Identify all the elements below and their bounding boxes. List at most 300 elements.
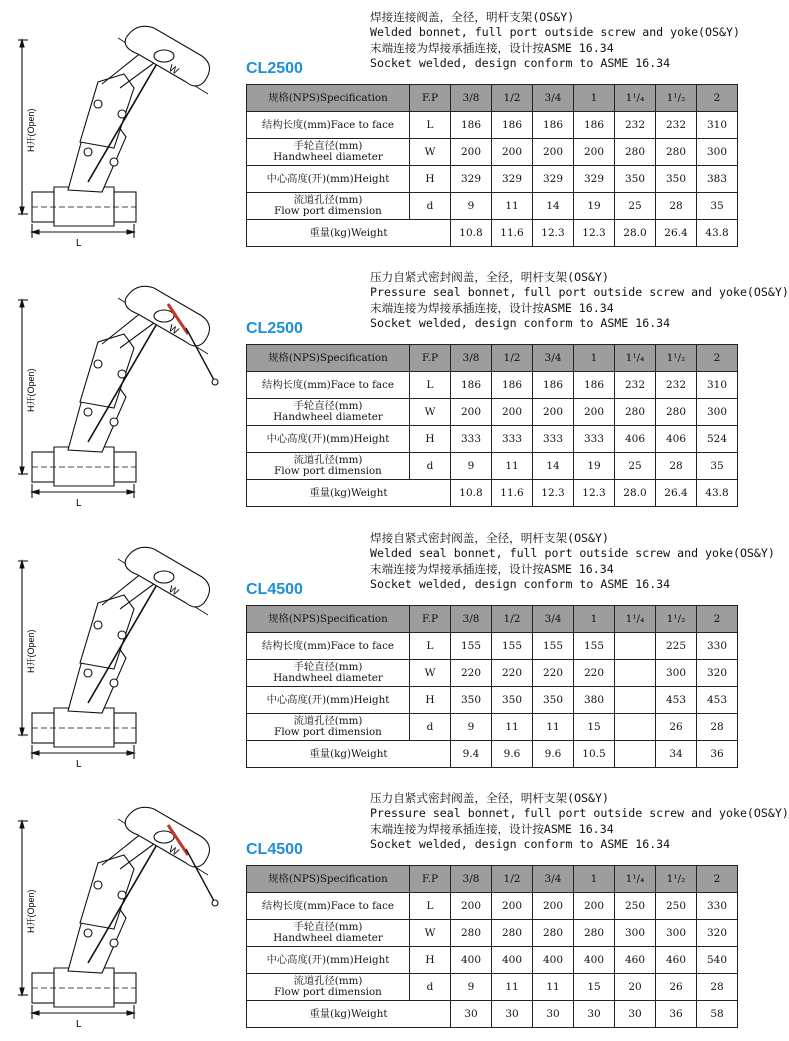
table-cell: 19 [574,453,615,480]
column-header: 1 [574,866,615,893]
table-cell: 350 [492,687,533,714]
y-pattern-globe-valve-drawing [18,2,243,252]
table-row [247,220,738,247]
fp-code: d [410,974,451,1001]
table-row [247,399,738,426]
table-cell: 250 [656,893,697,920]
table-row [247,426,738,453]
table-cell: 155 [451,633,492,660]
table-cell: 329 [533,166,574,193]
row-label-line: Flow port dimension [274,205,382,217]
row-label-line: 流道孔径(mm) [293,194,363,206]
column-header: 规格(NPS)Specification [247,345,410,372]
table-cell: 310 [697,112,738,139]
table-cell: 11.6 [492,480,533,507]
table-cell: 329 [492,166,533,193]
pressure-class-label: CL2500 [246,60,303,77]
table-cell: 220 [451,660,492,687]
table-cell: 200 [574,893,615,920]
row-label [247,947,410,974]
length-dimension-label: L [76,759,82,770]
table-cell: 453 [697,687,738,714]
row-label [247,974,410,1001]
table-cell: 9.6 [533,741,574,768]
table-cell: 25 [615,453,656,480]
table-cell: 186 [451,372,492,399]
row-label-line: 流道孔径(mm) [293,715,363,727]
spec-table [246,605,738,768]
table-cell: 11 [492,714,533,741]
table-row [247,1001,738,1028]
table-cell: 250 [615,893,656,920]
description-line: 焊接连接阀盖，全径，明杆支架(OS&Y) [370,10,575,24]
fp-code: H [410,687,451,714]
description-line: Socket welded, design conform to ASME 16.34 [370,577,671,592]
table-cell: 540 [697,947,738,974]
table-row [247,633,738,660]
table-cell: 460 [656,947,697,974]
fp-code: L [410,372,451,399]
table-cell: 11 [492,453,533,480]
column-header: 1/2 [492,345,533,372]
table-cell: 155 [574,633,615,660]
column-header: 1 [574,345,615,372]
valve-section [0,0,740,260]
table-cell: 220 [492,660,533,687]
description-line: 压力自紧式密封阀盖，全径，明杆支架(OS&Y) [370,791,609,805]
height-dimension-label: H开(Open) [26,889,36,933]
valve-section [0,781,789,1041]
table-cell: 12.3 [533,220,574,247]
table-cell: 200 [574,139,615,166]
pressure-class-label: CL2500 [246,320,303,337]
column-header: 规格(NPS)Specification [247,866,410,893]
width-dimension-label: W [166,584,181,599]
table-cell: 400 [492,947,533,974]
table-cell: 350 [615,166,656,193]
width-dimension-label: W [166,323,181,338]
length-dimension-label: L [76,498,82,509]
row-label [247,1001,451,1028]
table-header-row [247,85,738,112]
table-cell: 9.6 [492,741,533,768]
table-cell: 11 [492,193,533,220]
table-cell [615,660,656,687]
row-label [247,480,451,507]
table-cell: 9 [451,714,492,741]
table-row [247,741,738,768]
table-cell: 300 [656,660,697,687]
table-cell: 220 [574,660,615,687]
row-label [247,920,410,947]
row-label [247,139,410,166]
table-cell: 11 [492,974,533,1001]
table-cell: 330 [697,893,738,920]
table-row [247,974,738,1001]
spec-table [246,865,738,1028]
table-cell: 9 [451,193,492,220]
valve-drawing [18,523,243,773]
valve-description [370,791,789,853]
column-header: 1¹/₄ [615,85,656,112]
table-cell: 186 [574,372,615,399]
row-label-line: 结构长度(mm)Face to face [262,899,394,912]
valve-drawing [18,262,243,512]
table-cell: 280 [615,139,656,166]
table-cell: 453 [656,687,697,714]
height-dimension-label: H开(Open) [26,108,36,152]
table-cell: 200 [492,399,533,426]
table-cell: 200 [574,399,615,426]
table-cell: 200 [451,139,492,166]
table-cell: 200 [533,893,574,920]
table-cell: 460 [615,947,656,974]
row-label-line: 手轮直径(mm) [293,400,363,412]
table-row [247,112,738,139]
row-label-line: 结构长度(mm)Face to face [262,118,394,131]
table-cell: 43.8 [697,220,738,247]
fp-code: W [410,660,451,687]
table-cell [615,741,656,768]
fp-code: H [410,947,451,974]
table-cell: 30 [451,1001,492,1028]
row-label [247,220,451,247]
table-header-row [247,345,738,372]
row-label [247,714,410,741]
row-label-line: 手轮直径(mm) [293,140,363,152]
table-cell: 36 [697,741,738,768]
table-cell: 220 [533,660,574,687]
row-label-line: 中心高度(开)(mm)Height [266,432,390,445]
table-row [247,166,738,193]
spec-table [246,84,738,247]
column-header: 1¹/₂ [656,345,697,372]
row-label-line: 手轮直径(mm) [293,661,363,673]
table-header-row [247,606,738,633]
column-header: 1 [574,606,615,633]
table-cell: 329 [451,166,492,193]
fp-code: d [410,193,451,220]
table-cell: 320 [697,920,738,947]
table-cell: 200 [533,139,574,166]
table-cell: 15 [574,714,615,741]
table-cell: 9 [451,974,492,1001]
table-cell: 280 [574,920,615,947]
row-label [247,633,410,660]
table-cell: 232 [615,372,656,399]
valve-description [370,531,775,593]
table-cell: 232 [656,372,697,399]
table-row [247,139,738,166]
column-header: 1¹/₂ [656,866,697,893]
column-header: 1¹/₄ [615,606,656,633]
column-header: 1/2 [492,85,533,112]
row-label-line: 中心高度(开)(mm)Height [266,693,390,706]
fp-code: L [410,633,451,660]
y-pattern-globe-valve-drawing [18,523,243,773]
description-line: 末端连接为焊接承插连接，设计按ASME 16.34 [370,821,614,836]
description-line: 末端连接为焊接承插连接，设计按ASME 16.34 [370,300,614,315]
table-cell: 9.4 [451,741,492,768]
table-cell: 232 [615,112,656,139]
row-label [247,399,410,426]
column-header: F.P [410,866,451,893]
row-label [247,166,410,193]
table-cell: 26.4 [656,480,697,507]
spec-table [246,344,738,507]
row-label-line: Flow port dimension [274,726,382,738]
row-label [247,453,410,480]
row-label [247,193,410,220]
column-header: 1/2 [492,866,533,893]
column-header: 3/8 [451,606,492,633]
description-line: Pressure seal bonnet, full port outside screw and yoke(OS&Y) [370,806,789,821]
table-cell: 400 [533,947,574,974]
table-cell: 15 [574,974,615,1001]
table-cell: 11.6 [492,220,533,247]
table-cell: 11 [533,714,574,741]
table-cell: 200 [492,893,533,920]
fp-code: H [410,166,451,193]
table-cell: 200 [533,399,574,426]
table-cell: 333 [492,426,533,453]
table-cell: 35 [697,193,738,220]
column-header: 3/4 [533,345,574,372]
column-header: 规格(NPS)Specification [247,606,410,633]
table-cell: 14 [533,193,574,220]
column-header: 2 [697,606,738,633]
table-cell: 524 [697,426,738,453]
row-label-line: 重量(kg)Weight [309,747,388,760]
table-cell: 350 [656,166,697,193]
table-cell: 10.5 [574,741,615,768]
description-line: 压力自紧式密封阀盖，全径，明杆支架(OS&Y) [370,270,609,284]
fp-code: H [410,426,451,453]
valve-section [0,521,775,781]
description-line: Pressure seal bonnet, full port outside screw and yoke(OS&Y) [370,285,789,300]
column-header: 1/2 [492,606,533,633]
table-cell: 280 [656,139,697,166]
table-cell: 9 [451,453,492,480]
table-row [247,893,738,920]
column-header: 2 [697,345,738,372]
row-label-line: Handwheel diameter [273,932,383,944]
fp-code: L [410,893,451,920]
row-label-line: 中心高度(开)(mm)Height [266,953,390,966]
fp-code: d [410,714,451,741]
fp-code: W [410,399,451,426]
table-cell: 225 [656,633,697,660]
table-cell: 10.8 [451,480,492,507]
description-line: Welded seal bonnet, full port outside screw and yoke(OS&Y) [370,546,775,561]
table-cell: 26 [656,974,697,1001]
table-cell: 58 [697,1001,738,1028]
table-cell: 36 [656,1001,697,1028]
fp-code: d [410,453,451,480]
column-header: 1¹/₂ [656,85,697,112]
height-dimension-label: H开(Open) [26,368,36,412]
row-label [247,372,410,399]
table-cell: 383 [697,166,738,193]
length-dimension-label: L [76,238,82,249]
table-cell: 200 [492,139,533,166]
table-cell: 28.0 [615,220,656,247]
row-label-line: 流道孔径(mm) [293,975,363,987]
column-header: 2 [697,866,738,893]
table-row [247,193,738,220]
table-cell: 43.8 [697,480,738,507]
table-cell: 30 [492,1001,533,1028]
table-cell: 28 [697,974,738,1001]
table-cell: 35 [697,453,738,480]
table-row [247,372,738,399]
table-cell: 406 [656,426,697,453]
table-cell: 186 [533,112,574,139]
row-label-line: 重量(kg)Weight [309,1007,388,1020]
table-cell: 380 [574,687,615,714]
table-cell: 26.4 [656,220,697,247]
table-cell: 280 [656,399,697,426]
table-cell: 280 [451,920,492,947]
column-header: 3/4 [533,866,574,893]
column-header: 规格(NPS)Specification [247,85,410,112]
table-cell: 26 [656,714,697,741]
column-header: 1¹/₂ [656,606,697,633]
table-cell: 300 [656,920,697,947]
table-cell: 12.3 [574,480,615,507]
row-label-line: 重量(kg)Weight [309,226,388,239]
table-row [247,714,738,741]
description-line: 末端连接为焊接承插连接，设计按ASME 16.34 [370,561,614,576]
table-cell [615,633,656,660]
table-cell: 300 [697,139,738,166]
table-cell: 200 [451,893,492,920]
table-cell: 25 [615,193,656,220]
table-cell: 20 [615,974,656,1001]
table-cell: 30 [574,1001,615,1028]
row-label [247,112,410,139]
table-cell: 11 [533,974,574,1001]
description-line: Socket welded, design conform to ASME 16.34 [370,56,671,71]
table-cell: 300 [615,920,656,947]
column-header: 3/4 [533,606,574,633]
table-row [247,920,738,947]
table-cell: 329 [574,166,615,193]
table-cell: 333 [533,426,574,453]
table-cell: 19 [574,193,615,220]
pressure-class-label: CL4500 [246,581,303,598]
table-cell: 333 [574,426,615,453]
table-cell: 12.3 [574,220,615,247]
table-cell: 12.3 [533,480,574,507]
table-row [247,453,738,480]
table-cell: 300 [697,399,738,426]
description-line: Welded bonnet, full port outside screw and yoke(OS&Y) [370,25,740,40]
table-cell: 280 [615,399,656,426]
valve-drawing [18,2,243,252]
column-header: F.P [410,606,451,633]
y-pattern-globe-valve-drawing [18,262,243,512]
column-header: F.P [410,85,451,112]
row-label-line: 流道孔径(mm) [293,454,363,466]
fp-code: W [410,139,451,166]
table-cell: 186 [492,372,533,399]
fp-code: W [410,920,451,947]
column-header: F.P [410,345,451,372]
column-header: 1¹/₄ [615,866,656,893]
table-cell: 30 [615,1001,656,1028]
table-cell: 28.0 [615,480,656,507]
row-label-line: 结构长度(mm)Face to face [262,639,394,652]
table-cell: 280 [492,920,533,947]
table-header-row [247,866,738,893]
description-line: 焊接自紧式密封阀盖，全径，明杆支架(OS&Y) [370,531,609,545]
table-cell: 186 [492,112,533,139]
table-cell [615,687,656,714]
table-cell: 155 [533,633,574,660]
table-row [247,687,738,714]
table-cell: 34 [656,741,697,768]
table-cell: 400 [451,947,492,974]
table-cell: 330 [697,633,738,660]
table-cell [615,714,656,741]
row-label-line: Handwheel diameter [273,411,383,423]
row-label-line: 中心高度(开)(mm)Height [266,172,390,185]
column-header: 1¹/₄ [615,345,656,372]
row-label-line: Handwheel diameter [273,151,383,163]
table-cell: 28 [656,453,697,480]
column-header: 3/8 [451,85,492,112]
table-cell: 333 [451,426,492,453]
width-dimension-label: W [166,63,181,78]
row-label [247,426,410,453]
table-cell: 30 [533,1001,574,1028]
valve-section [0,260,789,520]
table-cell: 406 [615,426,656,453]
table-row [247,480,738,507]
table-cell: 28 [656,193,697,220]
column-header: 3/8 [451,866,492,893]
description-line: 末端连接为焊接承插连接，设计按ASME 16.34 [370,40,614,55]
valve-drawing [18,783,243,1033]
row-label-line: Flow port dimension [274,986,382,998]
table-cell: 232 [656,112,697,139]
width-dimension-label: W [166,844,181,859]
valve-description [370,270,789,332]
length-dimension-label: L [76,1019,82,1030]
y-pattern-globe-valve-drawing [18,783,243,1033]
table-cell: 280 [533,920,574,947]
valve-description [370,10,740,72]
table-row [247,947,738,974]
table-cell: 186 [451,112,492,139]
table-cell: 14 [533,453,574,480]
row-label-line: Flow port dimension [274,465,382,477]
table-cell: 350 [451,687,492,714]
table-cell: 310 [697,372,738,399]
height-dimension-label: H开(Open) [26,629,36,673]
table-cell: 200 [451,399,492,426]
table-cell: 186 [574,112,615,139]
row-label [247,893,410,920]
table-cell: 400 [574,947,615,974]
column-header: 1 [574,85,615,112]
row-label [247,741,451,768]
pressure-class-label: CL4500 [246,841,303,858]
table-cell: 350 [533,687,574,714]
description-line: Socket welded, design conform to ASME 16.34 [370,316,671,331]
table-cell: 320 [697,660,738,687]
